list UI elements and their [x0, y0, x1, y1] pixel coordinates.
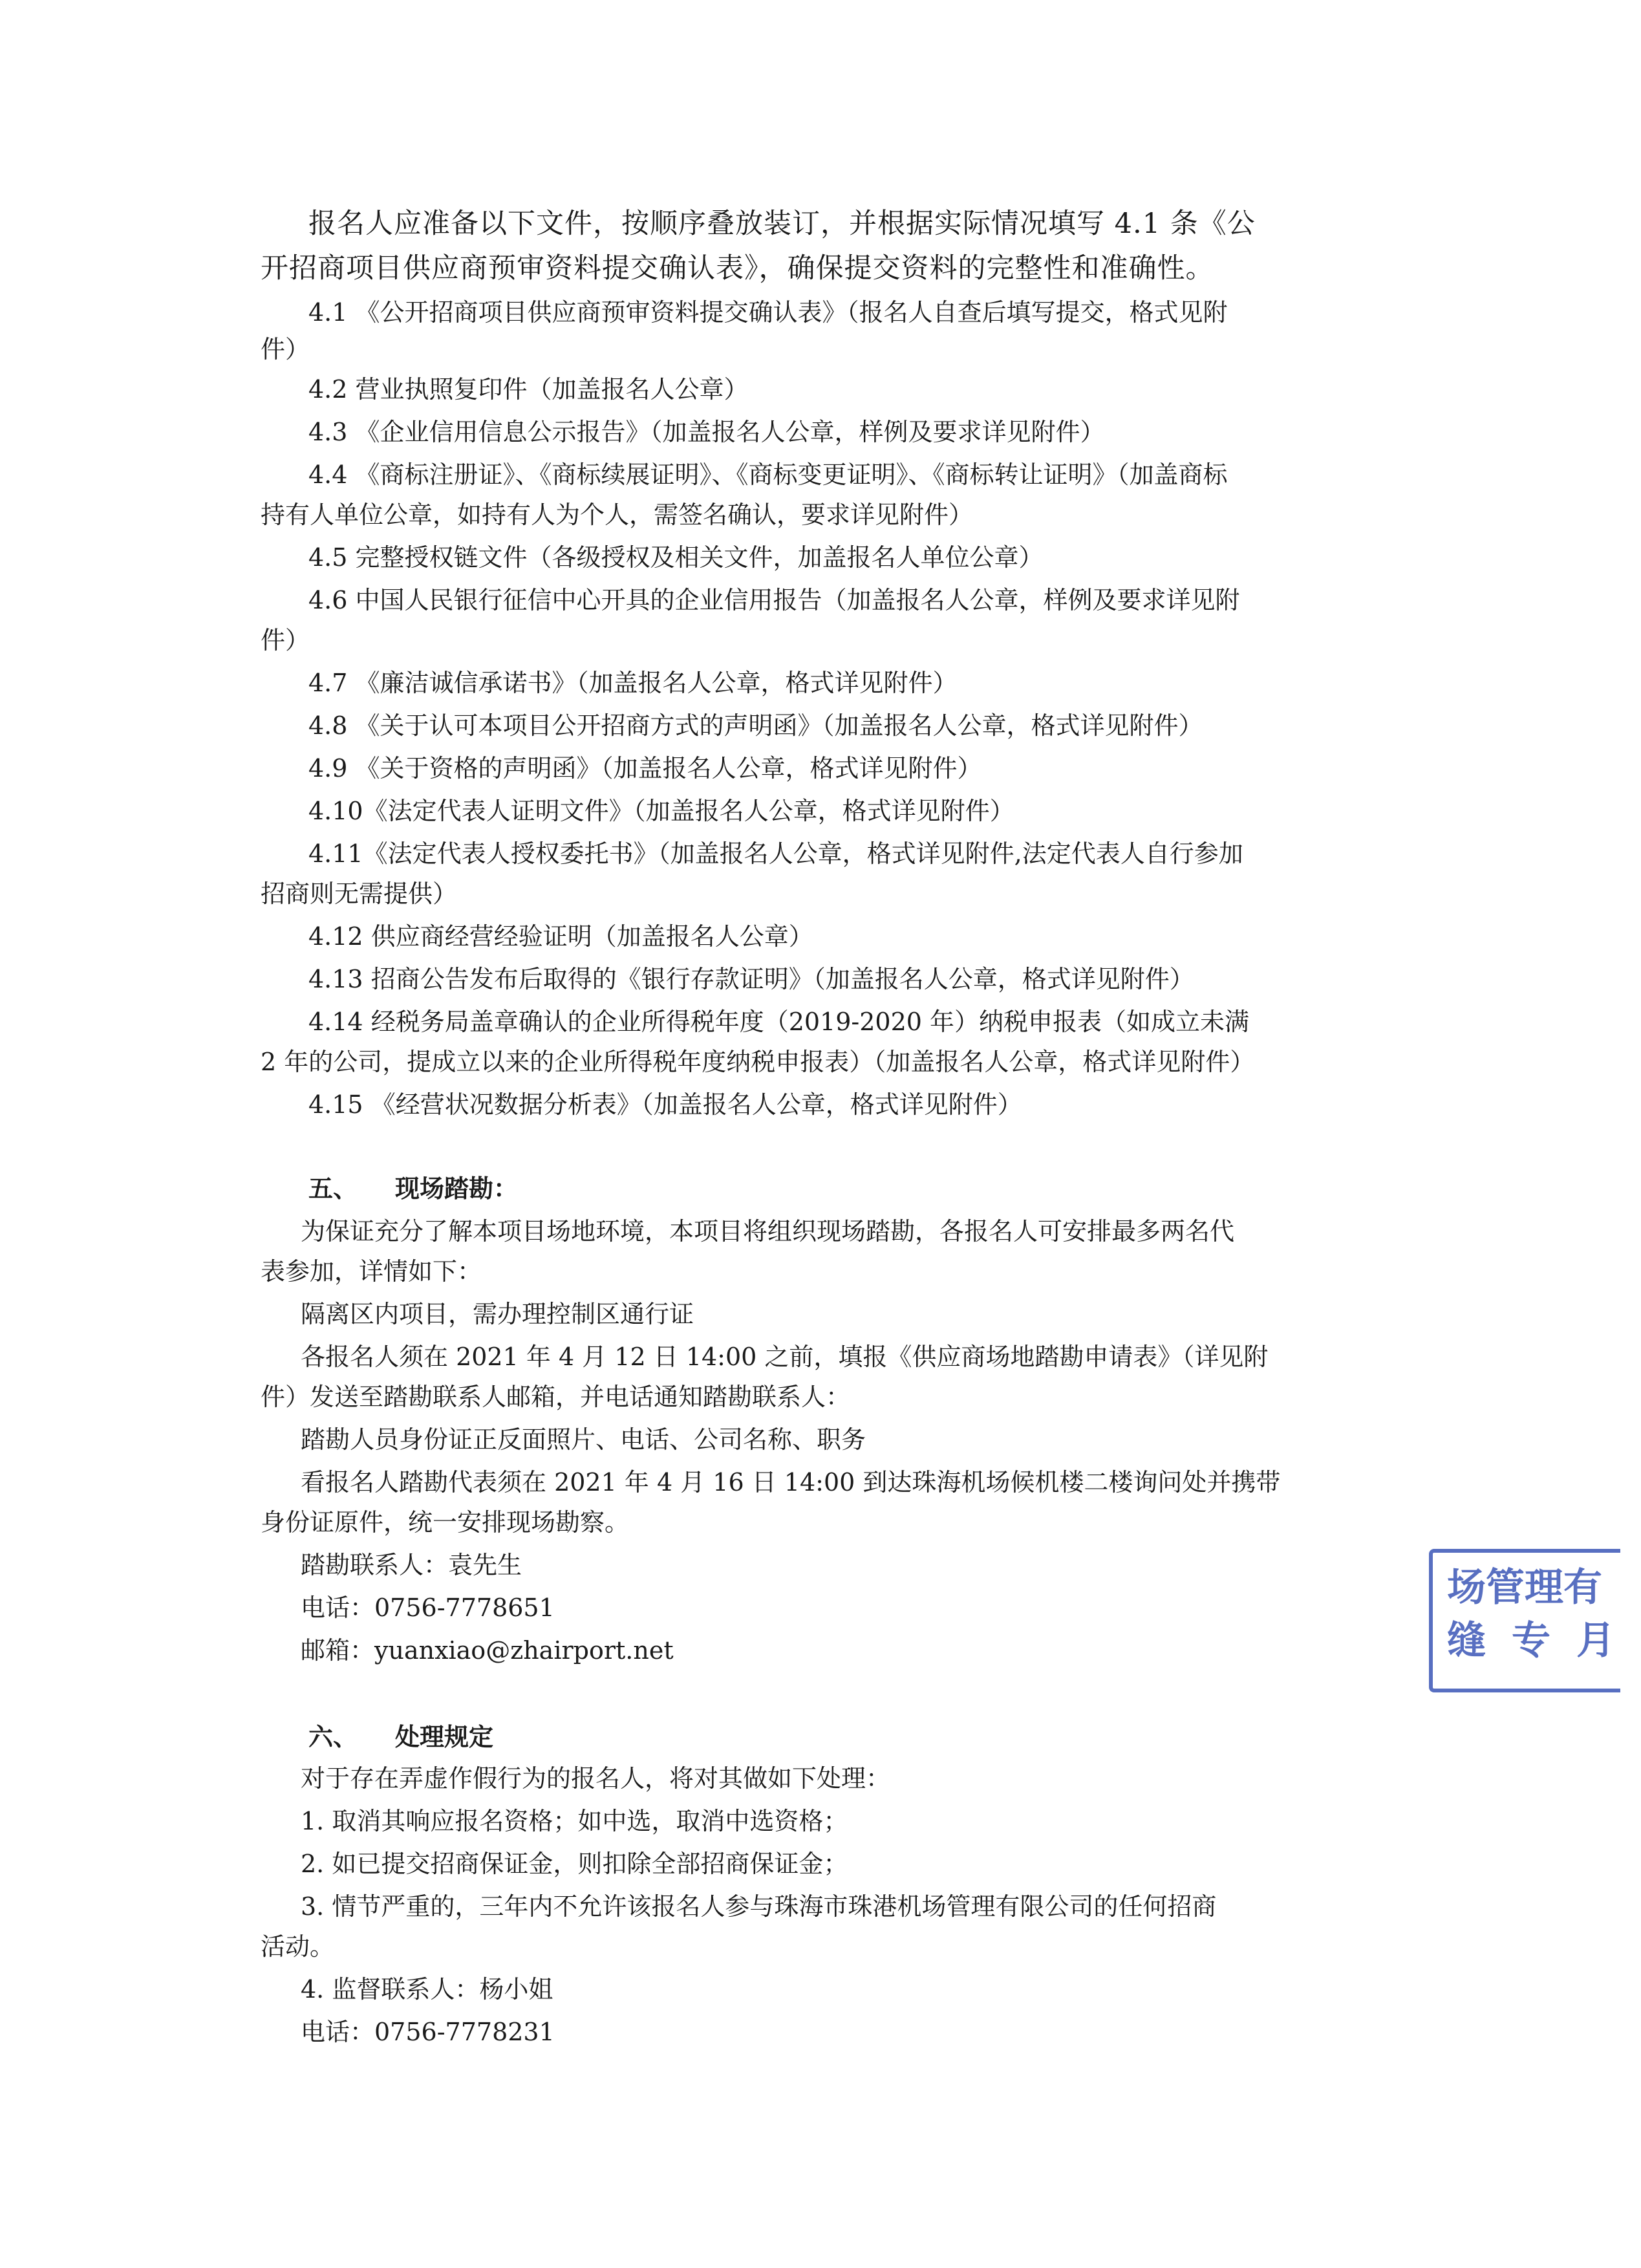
section-6-item-4: 4. 监督联系人：杨小姐	[301, 1975, 553, 2003]
section-6-item-2: 2. 如已提交招商保证金，则扣除全部招商保证金；	[301, 1850, 848, 1878]
doc-item-4-14-cont: 2 年的公司，提成立以来的企业所得税年度纳税申报表）（加盖报名人公章，格式详见附件）	[261, 1048, 1255, 1076]
section-5-line-7: 看报名人踏勘代表须在 2021 年 4 月 16 日 14:00 到达珠海机场候机楼二楼询问处并携带	[301, 1468, 1281, 1496]
section-5-line-8: 身份证原件，统一安排现场勘察。	[261, 1508, 630, 1537]
section-5-line-3: 隔离区内项目，需办理控制区通行证	[301, 1300, 694, 1328]
doc-item-4-3: 4.3 《企业信用信息公示报告》（加盖报名人公章，样例及要求详见附件）	[308, 418, 1105, 446]
doc-item-4-7: 4.7 《廉洁诚信承诺书》（加盖报名人公章，格式详见附件）	[308, 669, 958, 697]
intro-line-2: 开招商项目供应商预审资料提交确认表》，确保提交资料的完整性和准确性。	[261, 252, 1214, 285]
section-5-heading	[308, 1171, 518, 1207]
section-5-line-6: 踏勘人员身份证正反面照片、电话、公司名称、职务	[301, 1425, 866, 1454]
stamp-line-2: 缝专月	[1447, 1618, 1641, 1663]
doc-item-4-2: 4.2 营业执照复印件（加盖报名人公章）	[308, 375, 749, 404]
doc-item-4-6-cont: 件）	[261, 626, 310, 654]
section-6-item-3-cont: 活动。	[261, 1932, 335, 1961]
doc-item-4-10: 4.10《法定代表人证明文件》（加盖报名人公章，格式详见附件）	[308, 797, 1014, 825]
section-5-title: 现场踏勘：	[395, 1174, 519, 1203]
section-5-line-5: 件）发送至踏勘联系人邮箱，并电话通知踏勘联系人：	[261, 1383, 851, 1411]
section-5-email[interactable]: 邮箱：yuanxiao@zhairport.net	[301, 1636, 674, 1665]
section-6-heading	[308, 1719, 493, 1755]
doc-item-4-1-cont: 件）	[261, 335, 310, 363]
section-6-number: 六、	[308, 1722, 358, 1751]
intro-line-1: 报名人应准备以下文件，按顺序叠放装订，并根据实际情况填写 4.1 条《公	[308, 208, 1256, 240]
section-6-title: 处理规定	[395, 1722, 494, 1751]
section-5-contact: 踏勘联系人：袁先生	[301, 1551, 522, 1579]
doc-item-4-11: 4.11《法定代表人授权委托书》（加盖报名人公章，格式详见附件,法定代表人自行参加	[308, 839, 1243, 868]
section-5-line-1: 为保证充分了解本项目场地环境，本项目将组织现场踏勘，各报名人可安排最多两名代	[301, 1217, 1235, 1246]
doc-item-4-13: 4.13 招商公告发布后取得的《银行存款证明》（加盖报名人公章，格式详见附件）	[308, 965, 1194, 993]
section-5-phone: 电话：0756-7778651	[301, 1593, 555, 1622]
section-6-line-1: 对于存在弄虚作假行为的报名人，将对其做如下处理：	[301, 1764, 891, 1793]
doc-item-4-6: 4.6 中国人民银行征信中心开具的企业信用报告（加盖报名人公章，样例及要求详见附	[308, 586, 1240, 614]
doc-item-4-8: 4.8 《关于认可本项目公开招商方式的声明函》（加盖报名人公章，格式详见附件）	[308, 711, 1203, 740]
stamp-line-1: 场管理有	[1447, 1565, 1602, 1610]
doc-item-4-1: 4.1 《公开招商项目供应商预审资料提交确认表》（报名人自查后填写提交，格式见附	[308, 298, 1228, 327]
section-6-item-1: 1. 取消其响应报名资格；如中选，取消中选资格；	[301, 1807, 848, 1835]
doc-item-4-14: 4.14 经税务局盖章确认的企业所得税年度（2019-2020 年）纳税申报表（如成立未满	[308, 1008, 1250, 1036]
doc-item-4-11-cont: 招商则无需提供）	[261, 880, 458, 908]
doc-item-4-9: 4.9 《关于资格的声明函》（加盖报名人公章，格式详见附件）	[308, 754, 982, 783]
doc-item-4-4: 4.4 《商标注册证》、《商标续展证明》、《商标变更证明》、《商标转让证明》（加盖商标	[308, 460, 1228, 489]
section-5-line-2: 表参加，详情如下：	[261, 1257, 482, 1286]
doc-item-4-5: 4.5 完整授权链文件（各级授权及相关文件，加盖报名人单位公章）	[308, 543, 1044, 572]
doc-item-4-15: 4.15 《经营状况数据分析表》（加盖报名人公章，格式详见附件）	[308, 1090, 1022, 1119]
seal-stamp	[1429, 1549, 1641, 1692]
section-5-line-4: 各报名人须在 2021 年 4 月 12 日 14:00 之前，填报《供应商场地踏勘申请表》（详见附	[301, 1343, 1269, 1371]
section-6-item-3: 3. 情节严重的，三年内不允许该报名人参与珠海市珠港机场管理有限公司的任何招商	[301, 1892, 1217, 1921]
section-6-phone: 电话：0756-7778231	[301, 2018, 555, 2046]
doc-item-4-4-cont: 持有人单位公章，如持有人为个人，需签名确认，要求详见附件）	[261, 501, 974, 529]
doc-item-4-12: 4.12 供应商经营经验证明（加盖报名人公章）	[308, 922, 813, 951]
section-5-number: 五、	[308, 1174, 358, 1203]
